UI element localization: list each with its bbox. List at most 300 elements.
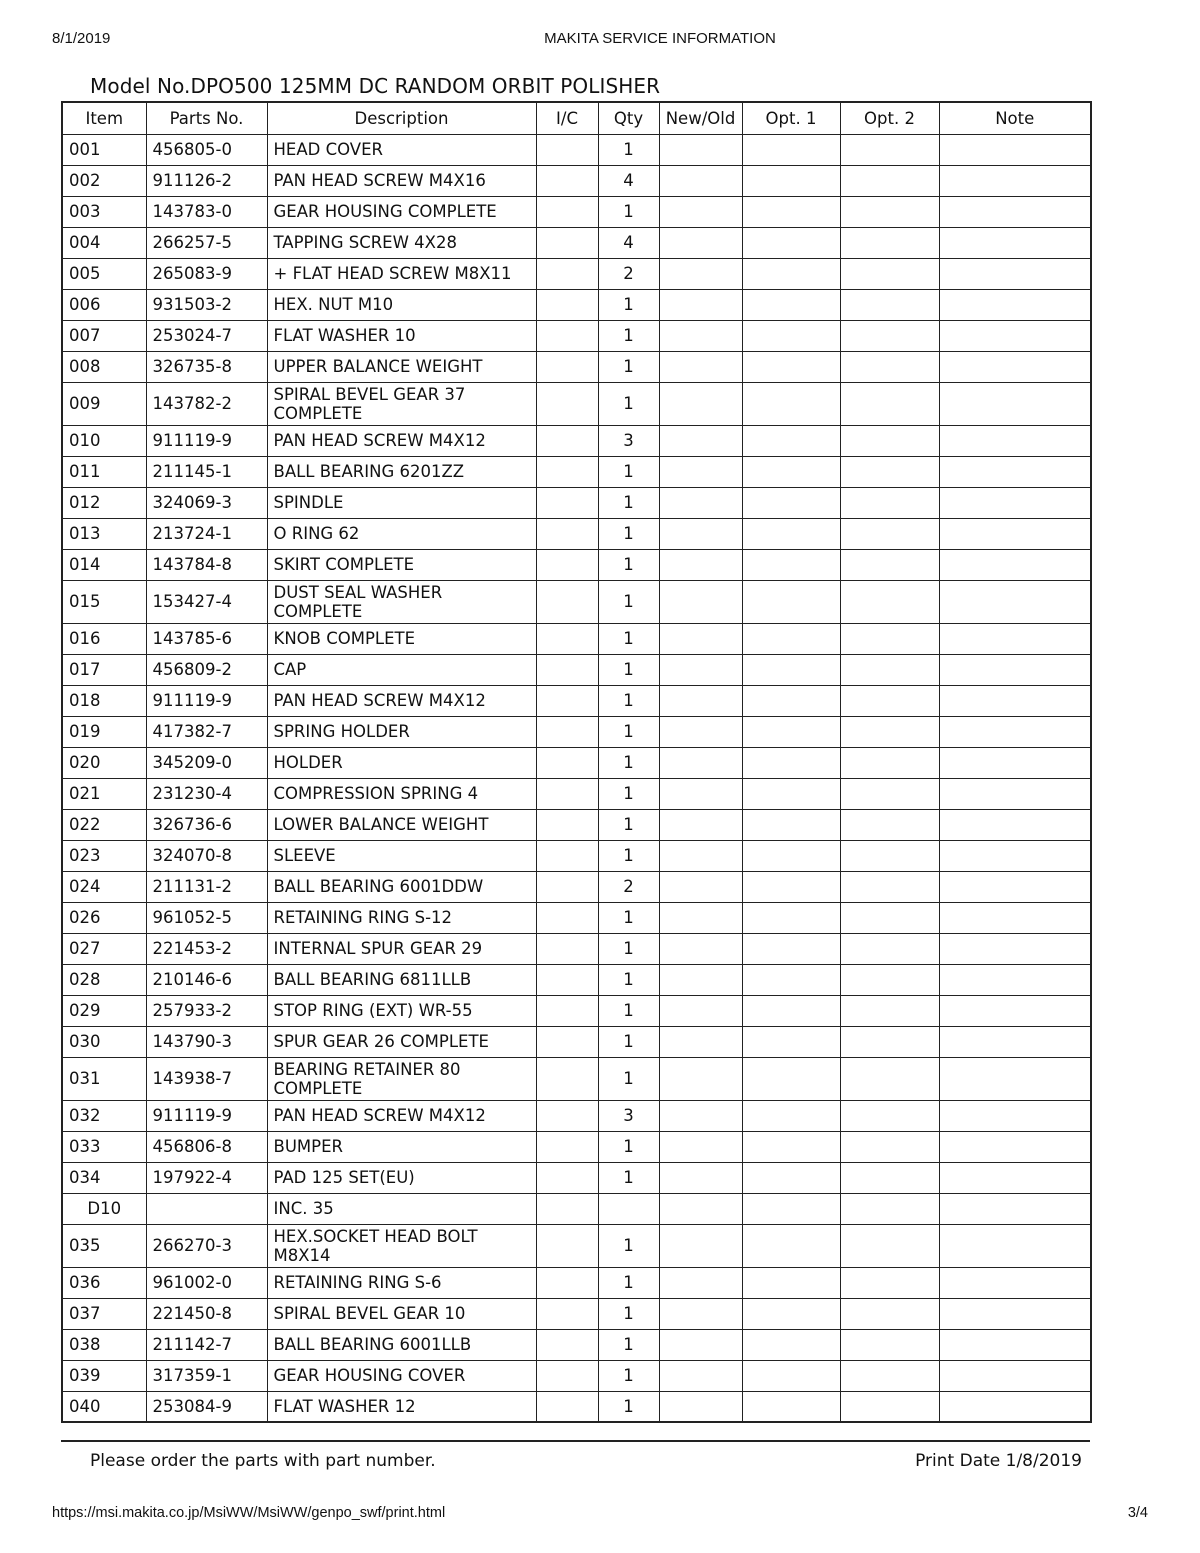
cell-note [939, 654, 1091, 685]
cell-description: SLEEVE [267, 840, 536, 871]
cell-qty: 1 [598, 623, 659, 654]
cell-opt1 [742, 623, 840, 654]
col-header-item: Item [62, 102, 146, 134]
cell-opt1 [742, 1057, 840, 1100]
cell-note [939, 289, 1091, 320]
cell-description: TAPPING SCREW 4X28 [267, 227, 536, 258]
cell-opt2 [840, 933, 939, 964]
cell-new-old [659, 1298, 742, 1329]
cell-note [939, 1267, 1091, 1298]
table-row [62, 778, 1091, 809]
cell-ic [536, 382, 598, 425]
cell-qty: 1 [598, 1360, 659, 1391]
cell-ic [536, 654, 598, 685]
cell-opt2 [840, 1026, 939, 1057]
cell-new-old [659, 685, 742, 716]
cell-ic [536, 1267, 598, 1298]
cell-ic [536, 1298, 598, 1329]
cell-qty: 1 [598, 840, 659, 871]
print-date: Print Date 1/8/2019 [915, 1451, 1082, 1471]
cell-description: PAN HEAD SCREW M4X12 [267, 1100, 536, 1131]
cell-opt2 [840, 1298, 939, 1329]
cell-new-old [659, 1193, 742, 1224]
cell-new-old [659, 964, 742, 995]
cell-new-old [659, 902, 742, 933]
cell-note [939, 778, 1091, 809]
cell-description: BALL BEARING 6001LLB [267, 1329, 536, 1360]
cell-ic [536, 1391, 598, 1422]
cell-item: 024 [62, 871, 146, 902]
cell-opt2 [840, 809, 939, 840]
cell-new-old [659, 840, 742, 871]
cell-opt2 [840, 1100, 939, 1131]
cell-new-old [659, 778, 742, 809]
cell-item: 023 [62, 840, 146, 871]
table-row [62, 1193, 1091, 1224]
cell-new-old [659, 1391, 742, 1422]
cell-opt2 [840, 320, 939, 351]
cell-item: 008 [62, 351, 146, 382]
cell-ic [536, 840, 598, 871]
cell-parts-no: 143938-7 [146, 1057, 267, 1100]
cell-qty: 1 [598, 964, 659, 995]
cell-opt1 [742, 654, 840, 685]
cell-parts-no: 153427-4 [146, 580, 267, 623]
cell-new-old [659, 227, 742, 258]
cell-new-old [659, 1026, 742, 1057]
cell-item: 037 [62, 1298, 146, 1329]
cell-note [939, 351, 1091, 382]
table-row [62, 623, 1091, 654]
cell-parts-no: 961052-5 [146, 902, 267, 933]
cell-ic [536, 933, 598, 964]
col-header-note: Note [939, 102, 1091, 134]
cell-opt2 [840, 1193, 939, 1224]
cell-qty: 1 [598, 654, 659, 685]
cell-parts-no: 253084-9 [146, 1391, 267, 1422]
cell-qty: 1 [598, 351, 659, 382]
cell-item: 009 [62, 382, 146, 425]
cell-opt1 [742, 964, 840, 995]
cell-note [939, 165, 1091, 196]
cell-ic [536, 809, 598, 840]
page-url: https://msi.makita.co.jp/MsiWW/MsiWW/genpo_swf/print.html [52, 1505, 446, 1521]
model-title: Model No.DPO500 125MM DC RANDOM ORBIT POLISHER [90, 74, 661, 98]
cell-description: PAD 125 SET(EU) [267, 1162, 536, 1193]
cell-opt1 [742, 320, 840, 351]
cell-parts-no: 417382-7 [146, 716, 267, 747]
cell-note [939, 871, 1091, 902]
cell-new-old [659, 134, 742, 165]
cell-opt1 [742, 1391, 840, 1422]
cell-description: BALL BEARING 6201ZZ [267, 456, 536, 487]
cell-ic [536, 871, 598, 902]
cell-item: 015 [62, 580, 146, 623]
cell-opt1 [742, 1224, 840, 1267]
cell-parts-no: 143784-8 [146, 549, 267, 580]
cell-item: 026 [62, 902, 146, 933]
cell-note [939, 1193, 1091, 1224]
col-header-qty: Qty [598, 102, 659, 134]
cell-item: 029 [62, 995, 146, 1026]
cell-note [939, 425, 1091, 456]
cell-ic [536, 623, 598, 654]
cell-ic [536, 227, 598, 258]
cell-opt1 [742, 351, 840, 382]
cell-ic [536, 1131, 598, 1162]
cell-ic [536, 425, 598, 456]
cell-description: HEX.SOCKET HEAD BOLT M8X14 [267, 1224, 536, 1267]
cell-qty: 1 [598, 747, 659, 778]
cell-parts-no: 210146-6 [146, 964, 267, 995]
table-row [62, 258, 1091, 289]
cell-new-old [659, 351, 742, 382]
table-row [62, 549, 1091, 580]
cell-ic [536, 685, 598, 716]
cell-qty: 1 [598, 1131, 659, 1162]
cell-opt2 [840, 902, 939, 933]
col-header-description: Description [267, 102, 536, 134]
cell-parts-no: 265083-9 [146, 258, 267, 289]
cell-opt1 [742, 840, 840, 871]
cell-opt2 [840, 196, 939, 227]
table-row [62, 685, 1091, 716]
cell-item: 012 [62, 487, 146, 518]
cell-parts-no: 211142-7 [146, 1329, 267, 1360]
cell-description: SPIRAL BEVEL GEAR 10 [267, 1298, 536, 1329]
cell-description: SKIRT COMPLETE [267, 549, 536, 580]
cell-item: 030 [62, 1026, 146, 1057]
table-row [62, 134, 1091, 165]
cell-description: BALL BEARING 6811LLB [267, 964, 536, 995]
cell-item: 001 [62, 134, 146, 165]
cell-opt2 [840, 685, 939, 716]
cell-qty: 1 [598, 716, 659, 747]
cell-qty: 1 [598, 320, 659, 351]
cell-item: 028 [62, 964, 146, 995]
order-note: Please order the parts with part number. [90, 1451, 436, 1471]
cell-new-old [659, 425, 742, 456]
cell-ic [536, 1162, 598, 1193]
table-row [62, 1026, 1091, 1057]
cell-ic [536, 1100, 598, 1131]
table-row [62, 1131, 1091, 1162]
cell-parts-no: 257933-2 [146, 995, 267, 1026]
cell-description: STOP RING (EXT) WR-55 [267, 995, 536, 1026]
cell-opt1 [742, 685, 840, 716]
cell-note [939, 1329, 1091, 1360]
cell-parts-no: 266257-5 [146, 227, 267, 258]
cell-item: 021 [62, 778, 146, 809]
cell-opt2 [840, 351, 939, 382]
table-header-row [62, 102, 1091, 134]
cell-note [939, 227, 1091, 258]
cell-note [939, 258, 1091, 289]
cell-ic [536, 747, 598, 778]
cell-opt1 [742, 1298, 840, 1329]
cell-qty: 1 [598, 933, 659, 964]
cell-note [939, 747, 1091, 778]
cell-ic [536, 1224, 598, 1267]
cell-qty: 2 [598, 258, 659, 289]
cell-note [939, 809, 1091, 840]
cell-parts-no: 326735-8 [146, 351, 267, 382]
cell-new-old [659, 871, 742, 902]
header-date: 8/1/2019 [52, 30, 111, 47]
cell-parts-no: 266270-3 [146, 1224, 267, 1267]
table-row [62, 456, 1091, 487]
cell-opt2 [840, 778, 939, 809]
cell-opt1 [742, 196, 840, 227]
cell-ic [536, 196, 598, 227]
cell-parts-no: 221453-2 [146, 933, 267, 964]
table-row [62, 382, 1091, 425]
cell-description: INC. 35 [267, 1193, 536, 1224]
cell-note [939, 196, 1091, 227]
cell-opt2 [840, 549, 939, 580]
cell-note [939, 840, 1091, 871]
cell-description: BALL BEARING 6001DDW [267, 871, 536, 902]
table-row [62, 580, 1091, 623]
cell-opt1 [742, 1360, 840, 1391]
cell-ic [536, 487, 598, 518]
cell-ic [536, 716, 598, 747]
table-row [62, 320, 1091, 351]
table-row [62, 1267, 1091, 1298]
cell-ic [536, 1329, 598, 1360]
cell-note [939, 134, 1091, 165]
cell-qty: 2 [598, 871, 659, 902]
cell-parts-no: 456805-0 [146, 134, 267, 165]
cell-ic [536, 995, 598, 1026]
cell-new-old [659, 580, 742, 623]
table-row [62, 196, 1091, 227]
cell-note [939, 1100, 1091, 1131]
cell-qty: 3 [598, 1100, 659, 1131]
cell-parts-no: 326736-6 [146, 809, 267, 840]
cell-item: 004 [62, 227, 146, 258]
cell-opt1 [742, 289, 840, 320]
cell-description: O RING 62 [267, 518, 536, 549]
cell-opt2 [840, 1360, 939, 1391]
table-row [62, 1329, 1091, 1360]
cell-parts-no: 211145-1 [146, 456, 267, 487]
cell-new-old [659, 165, 742, 196]
cell-item: 013 [62, 518, 146, 549]
cell-description: RETAINING RING S-12 [267, 902, 536, 933]
cell-qty: 1 [598, 1224, 659, 1267]
cell-description: SPIRAL BEVEL GEAR 37 COMPLETE [267, 382, 536, 425]
cell-item: 011 [62, 456, 146, 487]
cell-description: BUMPER [267, 1131, 536, 1162]
cell-description: UPPER BALANCE WEIGHT [267, 351, 536, 382]
cell-parts-no: 143790-3 [146, 1026, 267, 1057]
cell-opt2 [840, 165, 939, 196]
cell-opt2 [840, 1391, 939, 1422]
cell-parts-no: 911119-9 [146, 425, 267, 456]
cell-description: HOLDER [267, 747, 536, 778]
table-row [62, 1391, 1091, 1422]
cell-note [939, 580, 1091, 623]
cell-parts-no: 456809-2 [146, 654, 267, 685]
cell-opt1 [742, 716, 840, 747]
cell-note [939, 685, 1091, 716]
cell-opt2 [840, 1267, 939, 1298]
cell-ic [536, 1193, 598, 1224]
parts-table [61, 101, 1092, 1423]
cell-description: FLAT WASHER 12 [267, 1391, 536, 1422]
cell-ic [536, 456, 598, 487]
cell-qty: 1 [598, 995, 659, 1026]
cell-description: CAP [267, 654, 536, 685]
cell-item: 039 [62, 1360, 146, 1391]
cell-opt2 [840, 1057, 939, 1100]
cell-item: 006 [62, 289, 146, 320]
cell-new-old [659, 487, 742, 518]
cell-parts-no: 324070-8 [146, 840, 267, 871]
cell-opt2 [840, 1162, 939, 1193]
cell-opt2 [840, 716, 939, 747]
table-row [62, 289, 1091, 320]
cell-ic [536, 518, 598, 549]
cell-ic [536, 320, 598, 351]
cell-note [939, 1391, 1091, 1422]
cell-new-old [659, 995, 742, 1026]
table-row [62, 487, 1091, 518]
table-row [62, 1162, 1091, 1193]
cell-item: 020 [62, 747, 146, 778]
cell-qty: 1 [598, 1391, 659, 1422]
cell-note [939, 487, 1091, 518]
cell-description: HEX. NUT M10 [267, 289, 536, 320]
cell-qty: 1 [598, 580, 659, 623]
cell-qty: 3 [598, 425, 659, 456]
cell-ic [536, 1057, 598, 1100]
table-row [62, 1100, 1091, 1131]
table-row [62, 1360, 1091, 1391]
cell-parts-no: 231230-4 [146, 778, 267, 809]
cell-opt2 [840, 227, 939, 258]
cell-parts-no: 911126-2 [146, 165, 267, 196]
cell-qty: 4 [598, 227, 659, 258]
cell-item: 036 [62, 1267, 146, 1298]
cell-description: DUST SEAL WASHER COMPLETE [267, 580, 536, 623]
cell-opt2 [840, 623, 939, 654]
cell-new-old [659, 1360, 742, 1391]
cell-opt1 [742, 902, 840, 933]
col-header-new-old: New/Old [659, 102, 742, 134]
col-header-ic: I/C [536, 102, 598, 134]
cell-ic [536, 351, 598, 382]
cell-opt1 [742, 871, 840, 902]
cell-opt1 [742, 580, 840, 623]
cell-item: 022 [62, 809, 146, 840]
table-row [62, 518, 1091, 549]
cell-new-old [659, 1100, 742, 1131]
cell-opt2 [840, 425, 939, 456]
cell-opt2 [840, 382, 939, 425]
table-row [62, 227, 1091, 258]
cell-qty: 1 [598, 685, 659, 716]
cell-opt1 [742, 227, 840, 258]
cell-opt1 [742, 1131, 840, 1162]
cell-note [939, 1162, 1091, 1193]
page-number: 3/4 [1127, 1505, 1148, 1521]
cell-note [939, 1298, 1091, 1329]
cell-item: D10 [62, 1193, 146, 1224]
cell-note [939, 518, 1091, 549]
col-header-opt2: Opt. 2 [840, 102, 939, 134]
footer-divider [61, 1440, 1090, 1442]
cell-parts-no: 143782-2 [146, 382, 267, 425]
cell-opt1 [742, 747, 840, 778]
table-row [62, 1224, 1091, 1267]
cell-opt1 [742, 995, 840, 1026]
cell-opt1 [742, 778, 840, 809]
cell-qty: 1 [598, 809, 659, 840]
cell-opt1 [742, 456, 840, 487]
cell-note [939, 1057, 1091, 1100]
cell-note [939, 902, 1091, 933]
cell-parts-no: 143783-0 [146, 196, 267, 227]
cell-parts-no: 211131-2 [146, 871, 267, 902]
cell-note [939, 456, 1091, 487]
cell-qty: 1 [598, 1162, 659, 1193]
col-header-parts-no: Parts No. [146, 102, 267, 134]
cell-new-old [659, 747, 742, 778]
cell-opt1 [742, 382, 840, 425]
cell-description: HEAD COVER [267, 134, 536, 165]
cell-opt1 [742, 809, 840, 840]
cell-note [939, 1224, 1091, 1267]
cell-opt2 [840, 1224, 939, 1267]
cell-new-old [659, 549, 742, 580]
cell-ic [536, 1026, 598, 1057]
cell-opt2 [840, 871, 939, 902]
cell-note [939, 623, 1091, 654]
cell-item: 031 [62, 1057, 146, 1100]
cell-opt2 [840, 580, 939, 623]
table-row [62, 1298, 1091, 1329]
cell-new-old [659, 518, 742, 549]
cell-new-old [659, 716, 742, 747]
cell-parts-no: 456806-8 [146, 1131, 267, 1162]
cell-new-old [659, 1267, 742, 1298]
cell-item: 032 [62, 1100, 146, 1131]
cell-description: KNOB COMPLETE [267, 623, 536, 654]
cell-opt2 [840, 1329, 939, 1360]
cell-description: INTERNAL SPUR GEAR 29 [267, 933, 536, 964]
cell-qty: 1 [598, 134, 659, 165]
cell-new-old [659, 196, 742, 227]
cell-parts-no: 911119-9 [146, 685, 267, 716]
header-title: MAKITA SERVICE INFORMATION [544, 30, 776, 47]
cell-opt1 [742, 165, 840, 196]
cell-note [939, 964, 1091, 995]
cell-description: SPRING HOLDER [267, 716, 536, 747]
cell-parts-no: 961002-0 [146, 1267, 267, 1298]
parts-table-body [62, 134, 1091, 1422]
cell-parts-no [146, 1193, 267, 1224]
cell-new-old [659, 933, 742, 964]
cell-opt2 [840, 258, 939, 289]
cell-ic [536, 964, 598, 995]
cell-item: 019 [62, 716, 146, 747]
cell-opt1 [742, 933, 840, 964]
cell-qty: 4 [598, 165, 659, 196]
cell-description: + FLAT HEAD SCREW M8X11 [267, 258, 536, 289]
cell-opt1 [742, 518, 840, 549]
